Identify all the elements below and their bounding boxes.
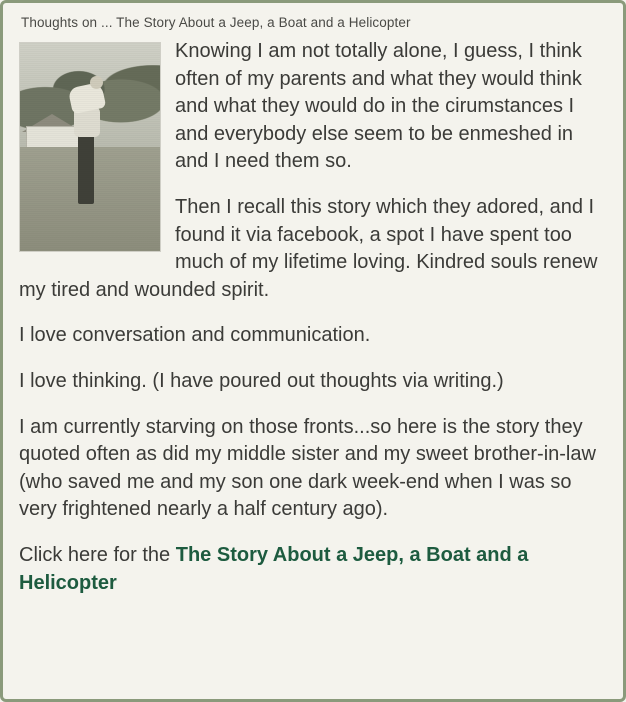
paragraph: I love conversation and communication. xyxy=(19,324,371,347)
paragraph: Knowing I am not totally alone, I guess, I think often of my parents and what they would think and what they would do in the cirumstances I and everybody else seem to be enmeshed in and I need them so. xyxy=(175,40,582,173)
post-inner xyxy=(19,15,607,701)
page-title: Thoughts on ... The Story About a Jeep, a Boat and a Helicopter xyxy=(21,15,411,30)
cta-prefix-text: Click here for the xyxy=(19,543,176,566)
call-to-action xyxy=(19,542,607,597)
paragraph: I am currently starving on those fronts...so here is the story they quoted often as did my middle sister and my sweet brother-in-law (who saved me and my son one dark week-end when I was so very frightened nearly a half century ago). xyxy=(19,415,596,521)
paragraph: Then I recall this story which they adored, and I found it via facebook, a spot I have spent too much of my lifetime loving. Kindred souls renew my tired and wounded spirit. xyxy=(19,195,598,301)
post-body xyxy=(19,38,607,597)
story-link[interactable]: The Story About a Jeep, a Boat and a Helicopter xyxy=(19,543,529,594)
paragraph: I love thinking. (I have poured out thoughts via writing.) xyxy=(19,369,504,392)
post-photo xyxy=(19,42,161,252)
photo-grain-overlay xyxy=(20,43,160,251)
